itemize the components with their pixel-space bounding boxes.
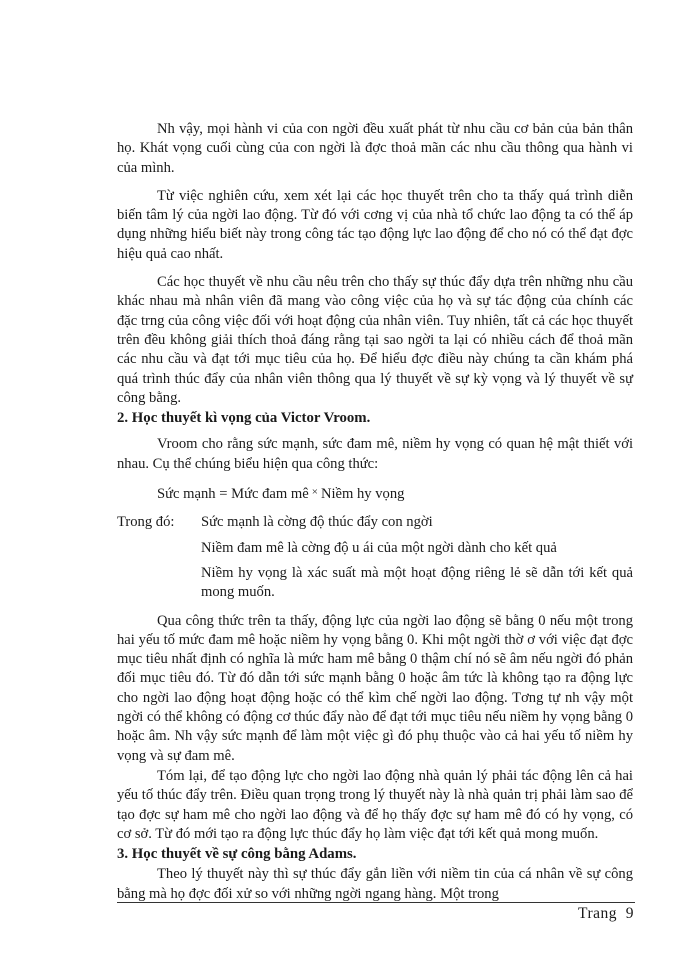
multiply-sign: × xyxy=(311,486,318,499)
paragraph-adams-intro: Theo lý thuyết này thì sự thúc đẩy gắn liền với niềm tin của cá nhân về sự công bằng mà họ đợc đối xử so với những ngời ngang hàng. Một trong xyxy=(117,866,633,902)
paragraph-theories-review: Từ việc nghiên cứu, xem xét lại các học thuyết trên cho ta thấy quá trình diễn biến tâm lý của ngời lao động. Từ đó với cơng vị của nhà tổ chức lao động ta có thể áp dụng những hiểu biết này trong công tác tạo động lực lao động để cho nó có thể đạt đợc hiệu quả cao nhất. xyxy=(117,187,633,262)
page-label: Trang xyxy=(578,905,617,922)
paragraph-vroom-analysis: Qua công thức trên ta thấy, động lực của ngời lao động sẽ bằng 0 nếu một trong hai yếu tố mức đam mê hoặc niềm hy vọng bằng 0. Khi một ngời thờ ơ với việc đạt đợc mục tiêu nhất định có nghĩa là mức ham mê bằng 0 thậm chí nó sẽ âm nếu ngời đó phản đối mục tiêu đó. Từ đó dẫn tới sức mạnh bằng 0 hoặc âm tức là không tạo ra động lực cho ngời lao động hoạt động hoặc có thể kìm chế ngời lao động. Tơng tự nh vậy một ngời có thể không có động cơ thúc đẩy nào để đạt tới mục tiêu nếu niềm hy vọng bằng 0 hoặc âm. Nh vậy sức mạnh để làm một việc gì đó phụ thuộc vào cả hai yếu tố niềm hy vọng và sự đam mê. xyxy=(117,612,633,764)
paragraph-vroom-intro: Vroom cho rằng sức mạnh, sức đam mê, niềm hy vọng có quan hệ mật thiết với nhau. Cụ thể chúng biểu hiện qua công thức: xyxy=(117,436,633,472)
formula-definitions xyxy=(117,513,633,606)
definitions-label: Trong đó: xyxy=(117,514,175,531)
section-heading-vroom: 2. Học thuyết kì vọng của Victor Vroom. xyxy=(117,410,371,427)
page-number: 9 xyxy=(625,905,634,922)
section-heading-adams: 3. Học thuyết về sự công bằng Adams. xyxy=(117,846,357,863)
paragraph-needs-behavior: Nh vậy, mọi hành vi của con ngời đều xuất phát từ nhu cầu cơ bản của bản thân họ. Khát vọng cuối cùng của con ngời là đợc thoả mãn các nhu cầu thông qua hành vi của mình. xyxy=(117,121,633,176)
footer-divider xyxy=(117,902,635,903)
formula-left: Sức mạnh = Mức đam mê xyxy=(157,486,309,503)
definitions-list xyxy=(201,513,633,606)
page-footer xyxy=(578,905,634,923)
definition-item: Niềm hy vọng là xác suất mà một hoạt động riêng lẻ sẽ dẫn tới kết quả mong muốn. xyxy=(201,564,633,601)
definition-item: Niềm đam mê là cờng độ u ái của một ngời dành cho kết quả xyxy=(201,539,557,556)
body-text xyxy=(117,120,633,913)
definition-item: Sức mạnh là cờng độ thúc đẩy con ngời xyxy=(201,514,433,531)
vroom-formula xyxy=(157,483,633,504)
paragraph-vroom-conclusion: Tóm lại, để tạo động lực cho ngời lao động nhà quản lý phải tác động lên cả hai yếu tố thúc đẩy trên. Điều quan trọng trong lý thuyết này là nhà quản trị phải làm sao để tạo đợc sự ham mê cho ngời lao động và để họ thấy đợc sự ham mê đó có hy vọng, có cơ sở. Từ đó mới tạo ra động lực thúc đẩy họ làm việc đạt tới kết quả mong muốn. xyxy=(117,767,633,842)
paragraph-theories-summary: Các học thuyết về nhu cầu nêu trên cho thấy sự thúc đẩy dựa trên những nhu cầu khác nhau mà nhân viên đã mang vào công việc của họ và sự tác động của chính các đặc trng của công việc đối với hoạt động của nhân viên. Tuy nhiên, tất cả các học thuyết trên đều không giải thích thoả đáng rằng tại sao ngời ta lại có nhiều cách để thoả mãn các nhu cầu và đạt tới mục tiêu của họ. Để hiểu đợc điều này chúng ta cần khám phá quá trình thúc đẩy của nhân viên thông qua lý thuyết về sự kỳ vọng và lý thuyết về sự công bằng. xyxy=(117,274,633,406)
formula-right: Niềm hy vọng xyxy=(320,486,405,503)
